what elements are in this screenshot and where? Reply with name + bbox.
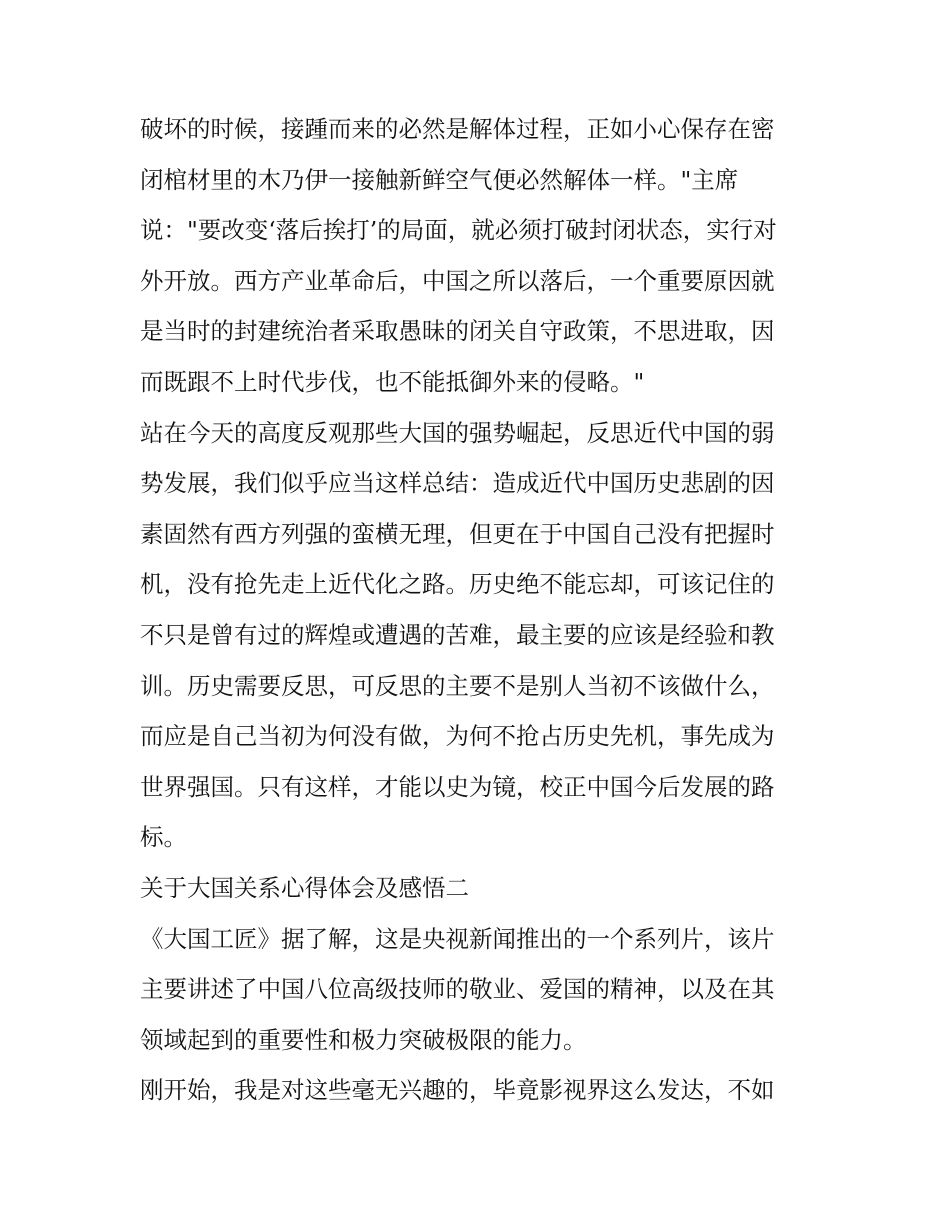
section-heading: 关于大国关系心得体会及感悟二: [140, 873, 469, 902]
text-line: 刚开始，我是对这些毫无兴趣的，毕竟影视界这么发达，不如: [140, 1076, 775, 1105]
text-line: 机，没有抢先走上近代化之路。历史绝不能忘却，可该记住的: [140, 570, 775, 599]
text-line: 闭棺材里的木乃伊一接触新鲜空气便必然解体一样。"主席: [140, 165, 739, 194]
text-line: 站在今天的高度反观那些大国的强势崛起，反思近代中国的弱: [140, 418, 775, 447]
text-line: 领域起到的重要性和极力突破极限的能力。: [140, 1025, 587, 1054]
text-line: 主要讲述了中国八位高级技师的敬业、爱国的精神，以及在其: [140, 975, 775, 1004]
text-line: 《大国工匠》据了解，这是央视新闻推出的一个系列片，该片: [140, 924, 775, 953]
text-line: 而应是自己当初为何没有做，为何不抢占历史先机，事先成为: [140, 722, 775, 751]
text-line: 而既跟不上时代步伐，也不能抵御外来的侵略。": [140, 367, 645, 396]
text-line: 标。: [140, 823, 187, 852]
text-line: 不只是曾有过的辉煌或遭遇的苦难，最主要的应该是经验和教: [140, 620, 775, 649]
text-line: 是当时的封建统治者采取愚昧的闭关自守政策，不思进取，因: [140, 317, 775, 346]
document-body: [140, 104, 820, 1116]
text-line: 世界强国。只有这样，才能以史为镜，校正中国今后发展的路: [140, 772, 775, 801]
text-line: 破坏的时候，接踵而来的必然是解体过程，正如小心保存在密: [140, 115, 775, 143]
text-line: 素固然有西方列强的蛮横无理，但更在于中国自己没有把握时: [140, 519, 775, 548]
text-line: 训。历史需要反思，可反思的主要不是别人当初不该做什么，: [140, 671, 775, 700]
text-line: 说："要改变‘落后挨打’的局面，就必须打破封闭状态，实行对: [140, 216, 777, 245]
text-line: 势发展，我们似乎应当这样总结：造成近代中国历史悲剧的因: [140, 469, 775, 498]
text-line: 外开放。西方产业革命后，中国之所以落后，一个重要原因就: [140, 266, 775, 295]
